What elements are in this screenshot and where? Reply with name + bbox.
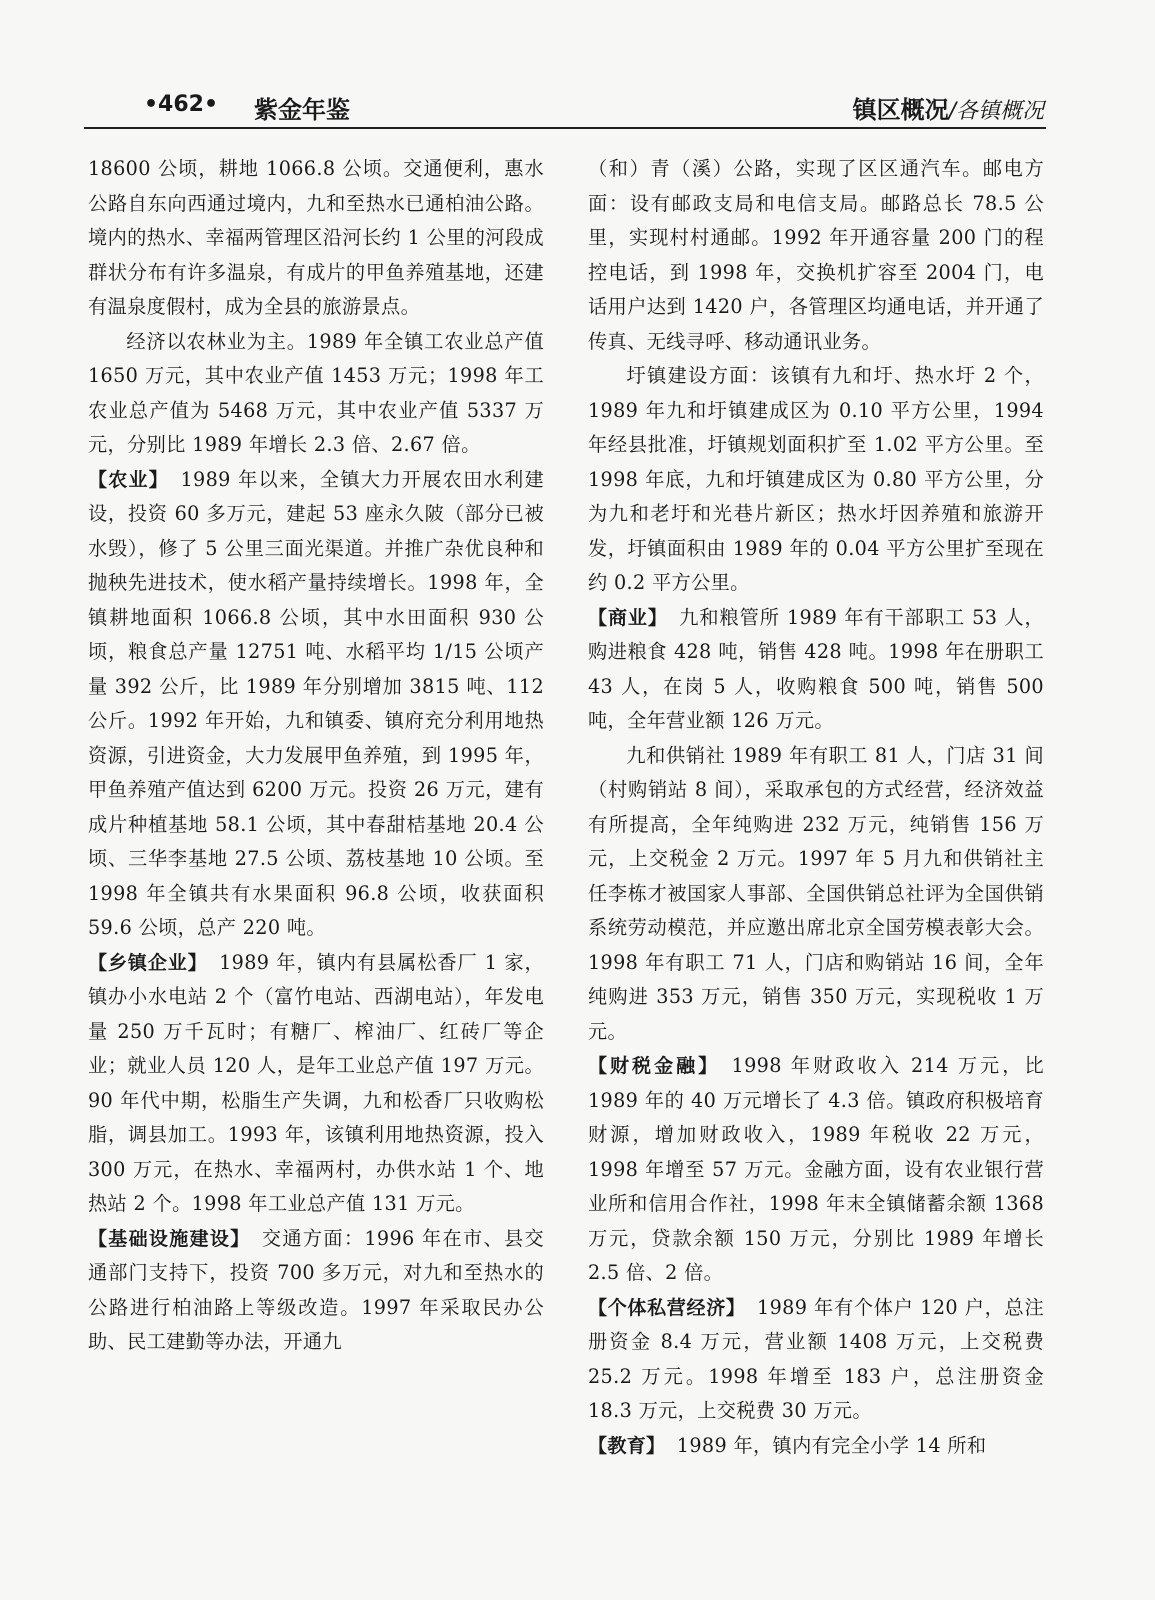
paragraph-text: 1998 年财政收入 214 万元，比 1989 年的 40 万元增长了 4.3 倍。镇政府积极培育财源，增加财政收入，1989 年税收 22 万元，1998 年增至 57 万元。金融方面，设有农业银行营业所和信用合作社，1998 年末全镇储蓄余额 1368 万元，贷款余额 150 万元，分别比 1989 年增长 2.5 倍、2 倍。	[588, 1054, 1044, 1284]
paragraph-heading: 【乡镇企业】	[88, 951, 208, 974]
header-rule	[84, 127, 1046, 129]
paragraph-text: 1989 年，镇内有县属松香厂 1 家，镇办小水电站 2 个（富竹电站、西湖电站），年发电量 250 万千瓦时；有糖厂、榨油厂、红砖厂等企业；就业人员 120 人，是年工业总产值 197 万元。90 年代中期，松脂生产失调，九和松香厂只收购松脂，调县加工。1993 年，该镇利用地热资源，投入 300 万元，在热水、幸福两村，办供水站 1 个、地热站 2 个。1998 年工业总产值 131 万元。	[88, 950, 544, 1215]
paragraph-heading: 【个体私营经济】	[588, 1296, 746, 1319]
page-header	[84, 88, 1044, 128]
paragraph	[588, 152, 1044, 359]
paragraph	[588, 1291, 1044, 1429]
paragraph-text: 18600 公顷，耕地 1066.8 公顷。交通便利，惠水公路自东向西通过境内，九和至热水已通柏油公路。境内的热水、幸福两管理区沿河长约 1 公里的河段成群状分布有许多温泉，有成片的甲鱼养殖基地，还建有温泉度假村，成为全县的旅游景点。	[88, 157, 544, 318]
paragraph-heading: 【财税金融】	[588, 1055, 721, 1077]
paragraph-heading: 【商业】	[588, 606, 668, 629]
paragraph-heading: 【基础设施建设】	[88, 1227, 251, 1250]
paragraph-text: 九和粮管所 1989 年有干部职工 53 人，购进粮食 428 吨，销售 428 吨。1998 年在册职工 43 人，在岗 5 人，收购粮食 500 吨，销售 500 吨，全年营业额 126 万元。	[588, 605, 1044, 732]
paragraph-text: （和）青（溪）公路，实现了区区通汽车。邮电方面：设有邮政支局和电信支局。邮路总长 78.5 公里，实现村村通邮。1992 年开通容量 200 门的程控电话，到 1998 年，交换机扩容至 2004 门，电话用户达到 1420 户，各管理区均通电话，并开通了传真、无线寻呼、移动通讯业务。	[588, 157, 1044, 353]
paragraph-heading: 【教育】	[588, 1434, 666, 1457]
section-title	[853, 90, 1044, 125]
section-name: 镇区概况	[852, 96, 949, 124]
paragraph	[588, 601, 1044, 739]
paragraph	[88, 1222, 544, 1360]
paragraph	[588, 1429, 1044, 1464]
paragraph	[88, 325, 544, 463]
right-column	[588, 152, 1044, 1592]
paragraph	[588, 1049, 1044, 1291]
book-title: 紫金年鉴	[254, 96, 350, 124]
paragraph-text: 九和供销社 1989 年有职工 81 人，门店 31 间（村购销站 8 间），采取承包的方式经营，经济效益有所提高，全年纯购进 232 万元，纯销售 156 万元，上交税金 2 万元。1997 年 5 月九和供销社主任李栋才被国家人事部、全国供销总社评为全国供销系统劳动模范，并应邀出席北京全国劳模表彰大会。1998 年有职工 71 人，门店和购销站 16 间，全年纯购进 353 万元，销售 350 万元，实现税收 1 万元。	[588, 743, 1044, 1043]
paragraph-text: 交通方面：1996 年在市、县交通部门支持下，投资 700 多万元，对九和至热水的公路进行柏油路上等级改造。1997 年采取民办公助、民工建勤等办法，开通九	[88, 1226, 544, 1353]
paragraph-heading: 【农业】	[88, 468, 170, 491]
paragraph	[88, 152, 544, 325]
subsection-name: /各镇概况	[948, 99, 1044, 124]
left-column	[88, 152, 544, 1592]
paragraph-text: 圩镇建设方面：该镇有九和圩、热水圩 2 个，1989 年九和圩镇建成区为 0.10 平方公里，1994 年经县批准，圩镇规划面积扩至 1.02 平方公里。至 1998 年底，九和圩镇建成区为 0.80 平方公里，分为九和老圩和光巷片新区；热水圩因养殖和旅游开发，圩镇面积由 1989 年的 0.04 平方公里扩至现在约 0.2 平方公里。	[588, 364, 1044, 594]
paragraph	[88, 946, 544, 1222]
page-number: •462•	[144, 92, 219, 117]
paragraph-text: 1989 年有个体户 120 户，总注册资金 8.4 万元，营业额 1408 万元，上交税费 25.2 万元。1998 年增至 183 户，总注册资金 18.3 万元，上交税费 30 万元。	[588, 1295, 1044, 1422]
paragraph	[588, 739, 1044, 1050]
paragraph-text: 经济以农林业为主。1989 年全镇工农业总产值 1650 万元，其中农业产值 1453 万元；1998 年工农业总产值为 5468 万元，其中农业产值 5337 万元，分别比 1989 年增长 2.3 倍、2.67 倍。	[88, 329, 544, 456]
paragraph-text: 1989 年以来，全镇大力开展农田水利建设，投资 60 多万元，建起 53 座永久陂（部分已被水毁），修了 5 公里三面光渠道。并推广杂优良种和抛秧先进技术，使水稻产量持续增长。1998 年，全镇耕地面积 1066.8 公顷，其中水田面积 930 公顷，粮食总产量 12751 吨、水稻平均 1/15 公顷产量 392 公斤，比 1989 年分别增加 3815 吨、112 公斤。1992 年开始，九和镇委、镇府充分利用地热资源，引进资金，大力发展甲鱼养殖，到 1995 年，甲鱼养殖产值达到 6200 万元。投资 26 万元，建有成片种植基地 58.1 公顷，其中春甜桔基地 20.4 公顷、三华李基地 27.5 公顷、荔枝基地 10 公顷。至 1998 年全镇共有水果面积 96.8 公顷，收获面积 59.6 公顷，总产 220 吨。	[88, 467, 544, 939]
paragraph-text: 1989 年，镇内有完全小学 14 所和	[676, 1433, 987, 1457]
paragraph	[588, 359, 1044, 601]
paragraph	[88, 463, 544, 946]
